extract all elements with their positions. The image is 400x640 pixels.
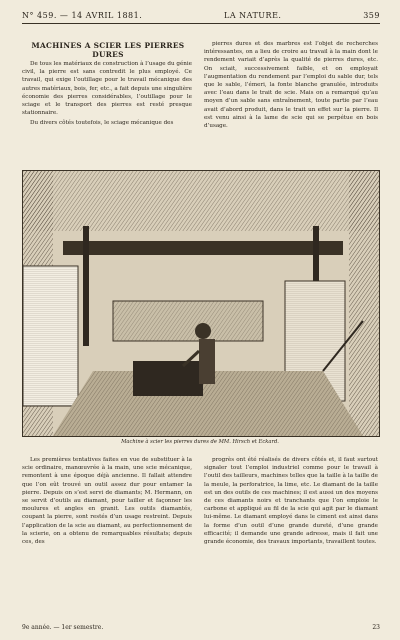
issue-date: N° 459. — 14 AVRIL 1881. bbox=[22, 10, 143, 20]
header-rule bbox=[22, 23, 380, 24]
column-left-top bbox=[22, 60, 192, 130]
journal-name: LA NATURE. bbox=[224, 10, 282, 20]
volume-info: 9e année. — 1er semestre. bbox=[22, 624, 104, 631]
figure-caption: Machine à scier les pierres dures de MM. Hirsch et Eckard. bbox=[121, 439, 279, 445]
paragraph: pierres dures et des marbres est l’objet de recherches intéressantes, on a lieu de croire au travail à la main dont le rendement variait d’après la qualité de pierres dures, etc. On sciait, successivement faible, et on employait l’augmentation du rendement par l’emploi du sable dur, tels que le sable, l’émeri, la fonte blanche granulée, introduits avec l’eau dans le trait de scie. Mais on a remarqué qu’au moyen d’un sable sans entraînement, toute partie par l’eau avait d’abord produit, dans le trait un effet sur la pierre. Il est venu ainsi à la lame de scie qui se perpétue en bois d’usage. bbox=[204, 41, 378, 130]
paragraph: De tous les matériaux de construction à l’usage du génie civil, la pierre est sans contredit le plus employé. Ce travail, qui exige l’outillage pour le travail mécanique des autres matériaux, bois, fer, etc., a fait depuis une singulière économie des pierres considérables, l’outillage pour le sciage et le transport des pierres est resté presque stationnaire. bbox=[22, 61, 192, 117]
engraving-illustration bbox=[22, 170, 380, 437]
page-number: 359 bbox=[363, 10, 380, 20]
column-right-top bbox=[204, 40, 378, 132]
machine-engraving bbox=[23, 171, 379, 436]
paragraph: progrès ont été réalisés de divers côtés et, il faut surtout signaler tout l’emploi industriel comme pour le travail à l’outil des tailleurs, machines telles que la taille à la taille de la meule, la perforatrice, la lime, etc. Le diamant de la taille est un des outils de ces machines; il est aussi un des moyens de ces diamants noirs et tranchants que l’on emploie le carbone et appliqué au fil de la scie qui agit par le diamant lui-même. Le diamant employé dans le ciment est ainsi dans la forme d’un outil d’une grande dureté, d’une grande efficacité; il demande une grande adresse, mais il fait une grande économie, des travaux importants, travaillent toutes. bbox=[204, 457, 378, 546]
page-footer bbox=[22, 624, 380, 634]
running-header bbox=[22, 8, 380, 22]
signature-number: 23 bbox=[372, 624, 380, 631]
column-right-bottom bbox=[204, 456, 378, 548]
column-left-bottom bbox=[22, 456, 192, 548]
paragraph: Du divers côtés toutefois, le sciage mécanique des bbox=[30, 120, 174, 127]
paragraph: Les premières tentatives faites en vue de substituer à la scie ordinaire, manœuvrée à la main, une scie mécanique, remontent à une époque déjà ancienne. Il fallait attendre que l’on eût trouvé un outil assez dur pour entamer la pierre. Depuis on s’est servi de diamants; M. Hermann, on se servit d’outils au diamant, pour tailler et façonner les moulures et angles en granit. Les outils diamantés, coupant la pierre, sont restés d’un usage restreint. Depuis l’application de la scie au diamant, au perfectionnement de la scierie, on a obtenu de remarquables résultats; depuis ces, des bbox=[22, 457, 192, 546]
article-title: MACHINES A SCIER LES PIERRES DURES bbox=[31, 41, 185, 59]
